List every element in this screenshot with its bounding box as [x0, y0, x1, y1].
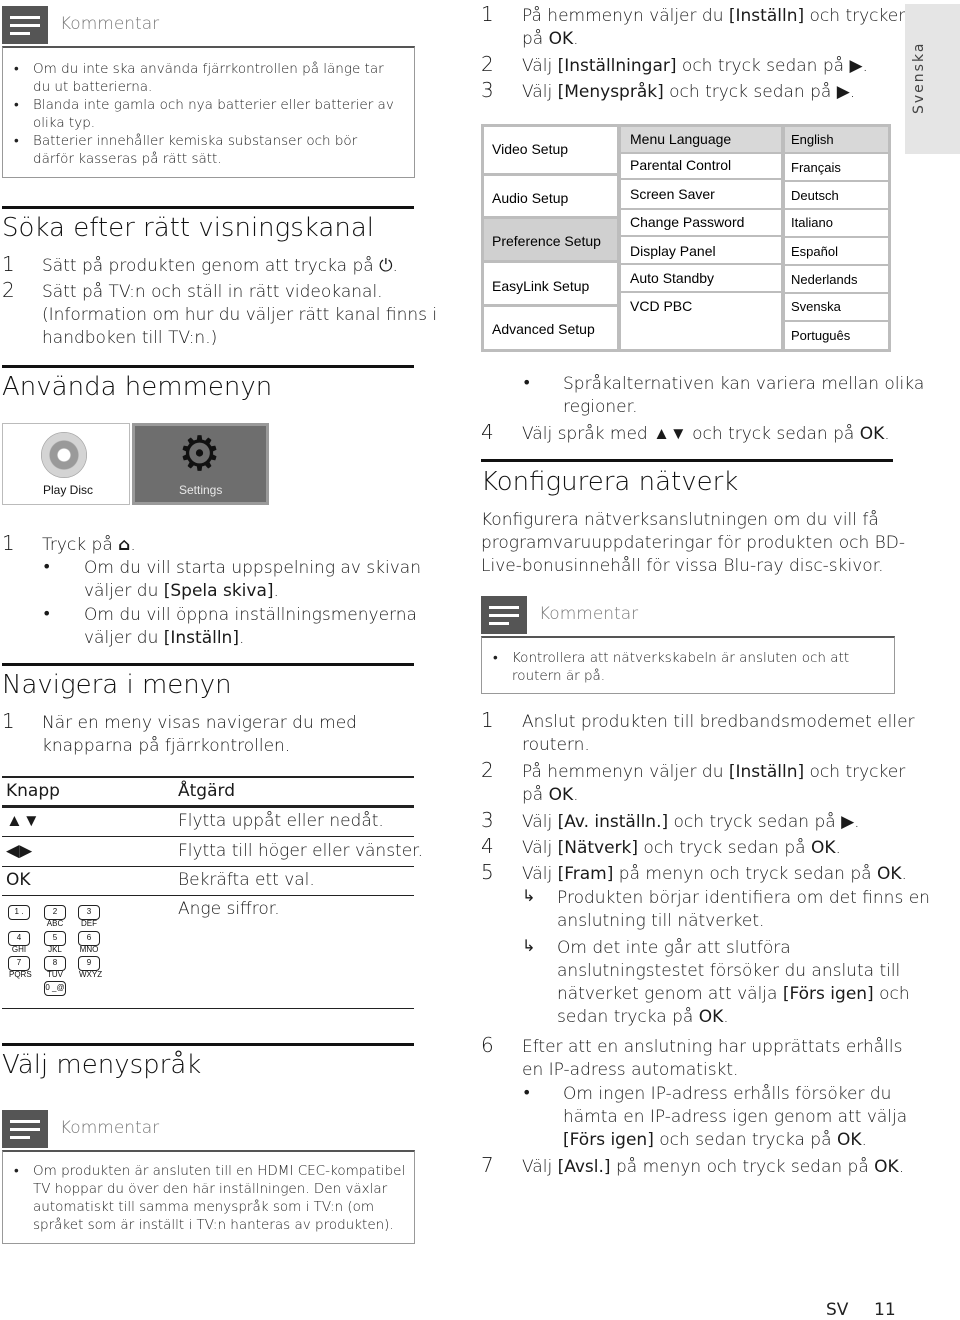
bullet: •	[42, 604, 52, 623]
menu-left-item: Preference Setup	[492, 233, 601, 249]
step-text: När en meny visas navigerar du med knapparna på fjärrkontrollen.	[42, 713, 357, 756]
menu-mid-item: Screen Saver	[630, 186, 715, 202]
keypad-key: 3 DEF	[78, 905, 100, 920]
divider	[484, 260, 617, 263]
gear-icon: ⚙	[178, 426, 222, 482]
keypad-key: 5 JKL	[44, 931, 66, 946]
note-item: • Om du inte ska använda fjärrkontrollen på länge tar du ut batterierna.	[3, 60, 414, 96]
keypad-key: 6 MNO	[79, 933, 99, 954]
note-title: Kommentar	[539, 604, 639, 624]
bullet-text: Om du vill starta uppspelning av skivan väljer du [Spela skiva].	[84, 558, 421, 601]
note-item: • Om produkten är ansluten till en HDMI CEC-kompatibel TV hoppar du över den här inställningen. Den växlar automatiskt till samma menyspråk som i TV:n (om språket som är inställt i TV:n hanteras av produkten).	[3, 1162, 414, 1234]
section-rule	[2, 1043, 414, 1046]
menu-mid-item: VCD PBC	[630, 298, 693, 314]
step-text: Sätt på TV:n och ställ in rätt videokanal. (Information om hur du väljer rätt kanal finns i handboken till TV:n.)	[42, 282, 438, 348]
step-number: 6	[481, 1033, 494, 1057]
note-icon	[2, 6, 48, 44]
step-text: Välj [Menyspråk] och tryck sedan på ▶.	[522, 82, 856, 102]
settings-tile	[132, 423, 269, 505]
footer-language: SV	[826, 1300, 849, 1320]
step-number: 1	[2, 709, 15, 733]
note-header	[2, 6, 417, 44]
table-rule	[2, 866, 414, 867]
section-rule	[481, 459, 893, 462]
menu-left-item: Audio Setup	[492, 190, 569, 206]
step-text: På hemmenyn väljer du [Inställn] och trycker på OK.	[522, 6, 906, 49]
note-item: • Kontrollera att nätverkskabeln är ansluten och att routern är på.	[482, 649, 894, 685]
setup-menu-screenshot	[481, 124, 891, 352]
divider	[785, 208, 888, 210]
table-header: Knapp	[6, 781, 60, 801]
table-row-key: ▲▼	[6, 811, 40, 831]
note-icon	[481, 596, 527, 634]
note-header	[481, 596, 896, 634]
step-number: 2	[481, 52, 494, 76]
menu-mid-item: Menu Language	[630, 131, 732, 147]
table-rule	[2, 836, 414, 837]
divider	[785, 320, 888, 322]
step-text: Tryck på ⌂.	[42, 535, 136, 555]
table-row-action: Bekräfta ett val.	[178, 870, 315, 890]
note-header	[2, 1110, 417, 1148]
step-text: På hemmenyn väljer du [Inställn] och trycker på OK.	[522, 762, 906, 805]
step-number: 5	[481, 860, 494, 884]
table-rule	[2, 1008, 414, 1009]
home-menu-screenshot	[2, 423, 269, 505]
step-text: Välj språk med ▲▼ och tryck sedan på OK.	[522, 424, 890, 444]
step-text: Anslut produkten till bredbandsmodemet eller routern.	[522, 712, 915, 755]
menu-right-item: Español	[791, 244, 838, 259]
page-number: 11	[874, 1300, 896, 1320]
note-item: • Blanda inte gamla och nya batterier eller batterier av olika typ.	[3, 96, 414, 132]
step-number: 3	[481, 808, 494, 832]
table-row-action: Ange siffror.	[178, 899, 280, 919]
bullet: •	[522, 1083, 532, 1102]
side-tab	[905, 4, 960, 154]
menu-right-item: Italiano	[791, 215, 833, 230]
number-keypad	[8, 905, 108, 997]
menu-left-item: Advanced Setup	[492, 321, 595, 337]
step-text: Välj [Av. inställn.] och tryck sedan på ▶.	[522, 812, 860, 832]
note-box	[2, 1150, 415, 1244]
step-number: 1	[481, 708, 494, 732]
menu-mid-item: Parental Control	[630, 157, 732, 173]
divider	[785, 264, 888, 266]
step-number: 1	[2, 252, 15, 276]
menu-right-item: English	[791, 132, 834, 147]
note-title: Kommentar	[60, 14, 160, 34]
bullet-text: Språkalternativen kan variera mellan olika regioner.	[563, 374, 925, 417]
tile-label: Settings	[179, 483, 223, 497]
divider	[621, 291, 781, 293]
note-box	[2, 46, 415, 178]
keypad-key: 9 WXYZ	[79, 958, 103, 979]
step-text: Välj [Fram] på menyn och tryck sedan på OK.	[522, 864, 907, 884]
step-text: Välj [Avsl.] på menyn och tryck sedan på OK.	[522, 1157, 905, 1177]
menu-left-item: EasyLink Setup	[492, 278, 590, 294]
divider	[621, 178, 781, 180]
note-item: • Batterier innehåller kemiska substanser och bör därför kasseras på rätt sätt.	[3, 132, 414, 168]
menu-right-item: Português	[791, 328, 851, 343]
section-rule	[2, 365, 414, 368]
menu-left-item: Video Setup	[492, 141, 569, 157]
table-rule	[2, 895, 414, 896]
divider	[621, 235, 781, 237]
section-heading: Konfigurera nätverk	[481, 467, 739, 497]
step-number: 4	[481, 420, 494, 444]
result-text: Produkten börjar identifiera om det finns en anslutning till nätverket.	[557, 888, 930, 931]
intro-text: Konfigurera nätverksanslutningen om du vill få programvaruuppdateringar för produkten och BD- Live-bonusinnehåll för vissa Blu-ray disc-skivor.	[481, 510, 905, 576]
note-icon	[2, 1110, 48, 1148]
step-text: Sätt på produkten genom att trycka på ⏻.	[42, 256, 398, 276]
tile-label: Play Disc	[43, 483, 94, 497]
table-row-action: Flytta uppåt eller nedåt.	[178, 811, 384, 831]
result-text: Om det inte går att slutföra anslutningstestet försöker du ansluta till nätverket genom att välja [Förs igen] och sedan trycka på OK.	[557, 938, 910, 1027]
step-text: Välj [Inställningar] och tryck sedan på ▶.	[522, 56, 868, 76]
step-text: Efter att en anslutning har upprättats erhålls en IP-adress automatiskt.	[522, 1037, 903, 1080]
play-disc-tile	[2, 423, 130, 505]
note-title: Kommentar	[60, 1118, 160, 1138]
section-heading: Söka efter rätt visningskanal	[2, 213, 374, 243]
menu-right-item: Français	[791, 160, 841, 175]
disc-icon	[41, 432, 87, 478]
menu-right-item: Deutsch	[791, 188, 839, 203]
section-heading: Välj menyspråk	[2, 1050, 202, 1080]
keypad-key: 4 GHI	[8, 931, 30, 946]
table-row-key: ◀▶	[6, 841, 33, 861]
table-row-action: Flytta till höger eller vänster.	[178, 841, 424, 861]
divider	[484, 304, 617, 307]
table-rule	[2, 776, 414, 778]
bullet-text: Om ingen IP-adress erhålls försöker du hämta en IP-adress igen genom att välja [Förs igen] och sedan trycka på OK.	[563, 1084, 908, 1150]
keypad-key: 2 ABC	[44, 905, 66, 920]
table-row-key: OK	[6, 870, 31, 890]
result-arrow-icon: ↳	[522, 936, 536, 955]
keypad-key: 7 PQRS	[9, 958, 32, 979]
bullet: •	[42, 557, 52, 576]
step-number: 7	[481, 1153, 494, 1177]
bullet-text: Om du vill öppna inställningsmenyerna väljer du [Inställn].	[84, 605, 417, 648]
step-number: 1	[2, 531, 15, 555]
menu-mid-item: Display Panel	[630, 243, 716, 259]
step-number: 2	[2, 278, 15, 302]
note-box	[481, 636, 895, 694]
keypad-key: 0 _@	[44, 981, 66, 996]
menu-right-item: Nederlands	[791, 272, 858, 287]
section-heading: Använda hemmenyn	[2, 372, 273, 402]
divider	[785, 152, 888, 154]
step-number: 1	[481, 2, 494, 26]
home-icon: ⌂	[118, 535, 131, 555]
divider	[621, 208, 781, 210]
step-text: Välj [Nätverk] och tryck sedan på OK.	[522, 838, 841, 858]
side-tab-label: Svenska	[911, 41, 927, 114]
divider	[621, 263, 781, 265]
table-rule	[2, 805, 414, 808]
table-header: Åtgärd	[178, 781, 235, 801]
menu-right-item: Svenska	[791, 299, 841, 314]
section-rule	[2, 663, 414, 666]
step-number: 4	[481, 834, 494, 858]
keypad-key: 1 .	[8, 905, 30, 920]
bullet: •	[522, 373, 532, 392]
step-number: 3	[481, 78, 494, 102]
section-rule	[2, 206, 414, 209]
divider	[785, 180, 888, 182]
divider	[785, 292, 888, 294]
menu-mid-item: Auto Standby	[630, 270, 715, 286]
divider	[621, 152, 781, 154]
section-heading: Navigera i menyn	[2, 670, 232, 700]
step-number: 2	[481, 758, 494, 782]
power-icon: ⏻	[379, 256, 393, 276]
keypad-key: 8 TUV	[44, 956, 66, 971]
divider	[484, 173, 617, 176]
divider	[785, 236, 888, 238]
menu-mid-item: Change Password	[630, 214, 745, 230]
result-arrow-icon: ↳	[522, 886, 536, 905]
